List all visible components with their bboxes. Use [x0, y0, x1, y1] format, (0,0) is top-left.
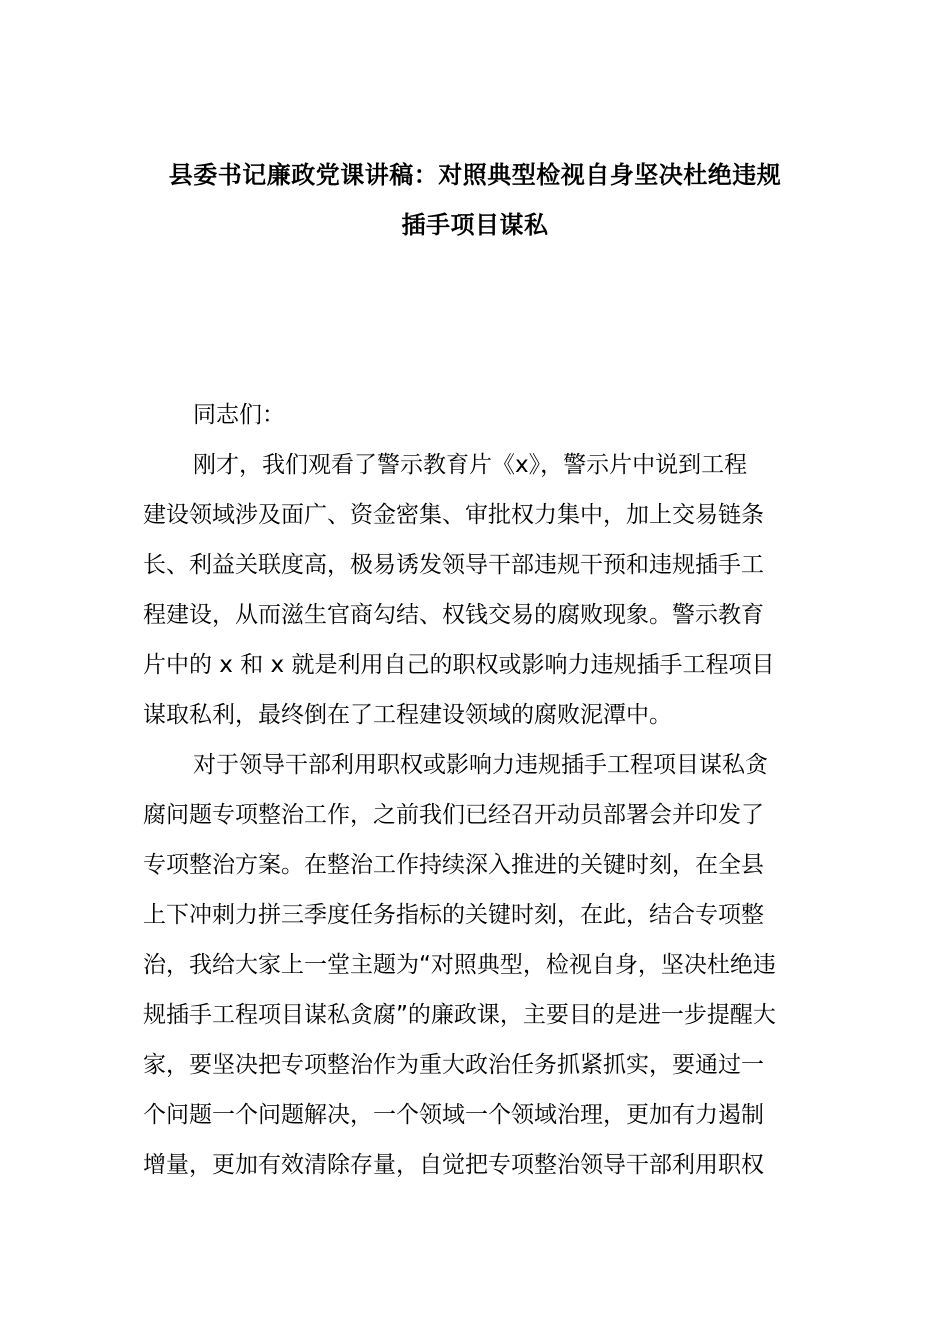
- paragraph-line: 治，我给大家上一堂主题为“对照典型，检视自身，坚决杜绝违: [143, 952, 776, 978]
- paragraph-line: 谋取私利，最终倒在了工程建设领域的腐败泥潭中。: [143, 702, 672, 728]
- paragraph-line: 对于领导干部利用职权或影响力违规插手工程项目谋私贪: [193, 752, 768, 778]
- paragraph-line: 建设领域涉及面广、资金密集、审批权力集中，加上交易链条: [143, 502, 764, 528]
- paragraph-line: 程建设，从而滋生官商勾结、权钱交易的腐败现象。警示教育: [143, 602, 764, 628]
- document-title: [120, 150, 830, 250]
- paragraph-line: 片中的 x 和 x 就是利用自己的职权或影响力违规插手工程项目: [143, 652, 775, 678]
- paragraph-line: 规插手工程项目谋私贪腐”的廉政课，主要目的是进一步提醒大: [143, 1002, 776, 1028]
- paragraph-line: 个问题一个问题解决，一个领域一个领域治理，更加有力遏制: [143, 1102, 764, 1128]
- document-body: [143, 390, 803, 1190]
- paragraph-line: 腐问题专项整治工作，之前我们已经召开动员部署会并印发了: [143, 802, 764, 828]
- paragraph-line: 增量，更加有效清除存量，自觉把专项整治领导干部利用职权: [143, 1152, 764, 1178]
- paragraph-1: [143, 440, 803, 740]
- paragraph-line: 家，要坚决把专项整治作为重大政治任务抓紧抓实，要通过一: [143, 1052, 764, 1078]
- paragraph-2: [143, 740, 803, 1190]
- paragraph-line: 刚才，我们观看了警示教育片《x》，警示片中说到工程: [193, 452, 748, 478]
- title-line-1: 县委书记廉政党课讲稿：对照典型检视自身坚决杜绝违规: [168, 161, 782, 189]
- paragraph-line: 长、利益关联度高，极易诱发领导干部违规干预和违规插手工: [143, 552, 764, 578]
- paragraph-line: 上下冲刺力拼三季度任务指标的关键时刻，在此，结合专项整: [143, 902, 764, 928]
- salutation: 同志们：: [193, 402, 285, 428]
- title-line-2: 插手项目谋私: [401, 211, 549, 239]
- paragraph-line: 专项整治方案。在整治工作持续深入推进的关键时刻，在全县: [143, 852, 764, 878]
